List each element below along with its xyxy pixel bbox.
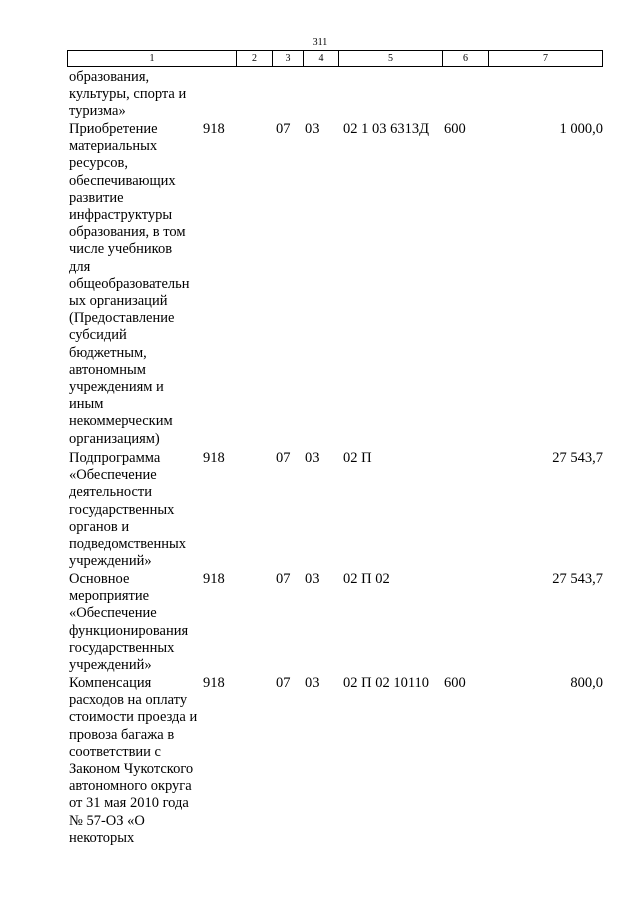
row-subsection: 03 xyxy=(305,675,320,691)
row-amount: 27 543,7 xyxy=(552,450,603,466)
row-subsection: 03 xyxy=(305,571,320,587)
row-ministry-code: 918 xyxy=(203,571,225,587)
row-ministry-code: 918 xyxy=(203,121,225,137)
row-target-article: 02 П 02 xyxy=(343,571,390,587)
column-header-6: 6 xyxy=(442,51,488,66)
row-target-article: 02 П 02 10110 xyxy=(343,675,430,691)
row-name: образования, культуры, спорта и туризма» xyxy=(69,69,187,120)
row-name: Подпрограмма «Обеспечение деятельности государственных органов и подведомственных учреждений» xyxy=(69,450,186,570)
row-section: 07 xyxy=(276,675,291,691)
row-ministry-code: 918 xyxy=(203,675,225,691)
column-header-1: 1 xyxy=(149,53,155,64)
row-section: 07 xyxy=(276,450,291,466)
column-header-3: 3 xyxy=(272,51,303,66)
row-target-article: 02 П xyxy=(343,450,372,466)
row-amount: 1 000,0 xyxy=(559,121,603,137)
row-name: Приобретение материальных ресурсов, обеспечивающих развитие инфраструктуры образования, в том числе учебников для общеобразовательн ых организаций (Предоставление субсидий бюджетным, автономным учреждениям и иным некоммерческим организациям) xyxy=(69,121,190,447)
column-header-row xyxy=(67,50,603,67)
row-expense-type: 600 xyxy=(444,121,466,137)
row-name: Компенсация расходов на оплату стоимости проезда и провоза багажа в соответствии с Законом Чукотского автономного округа от 31 мая 2010 года № 57-ОЗ «О некоторых xyxy=(69,675,198,846)
row-amount: 800,0 xyxy=(570,675,603,691)
page-number: 311 xyxy=(312,37,328,48)
row-ministry-code: 918 xyxy=(203,450,225,466)
column-header-7: 7 xyxy=(488,51,602,66)
column-header-5: 5 xyxy=(338,51,442,66)
row-amount: 27 543,7 xyxy=(552,571,603,587)
row-target-article: 02 1 03 6313Д xyxy=(343,121,430,137)
row-section: 07 xyxy=(276,121,291,137)
row-subsection: 03 xyxy=(305,450,320,466)
row-expense-type: 600 xyxy=(444,675,466,691)
column-header-4: 4 xyxy=(303,51,338,66)
row-section: 07 xyxy=(276,571,291,587)
row-name: Основное мероприятие «Обеспечение функционирования государственных учреждений» xyxy=(69,571,189,674)
column-header-2: 2 xyxy=(236,51,272,66)
row-subsection: 03 xyxy=(305,121,320,137)
